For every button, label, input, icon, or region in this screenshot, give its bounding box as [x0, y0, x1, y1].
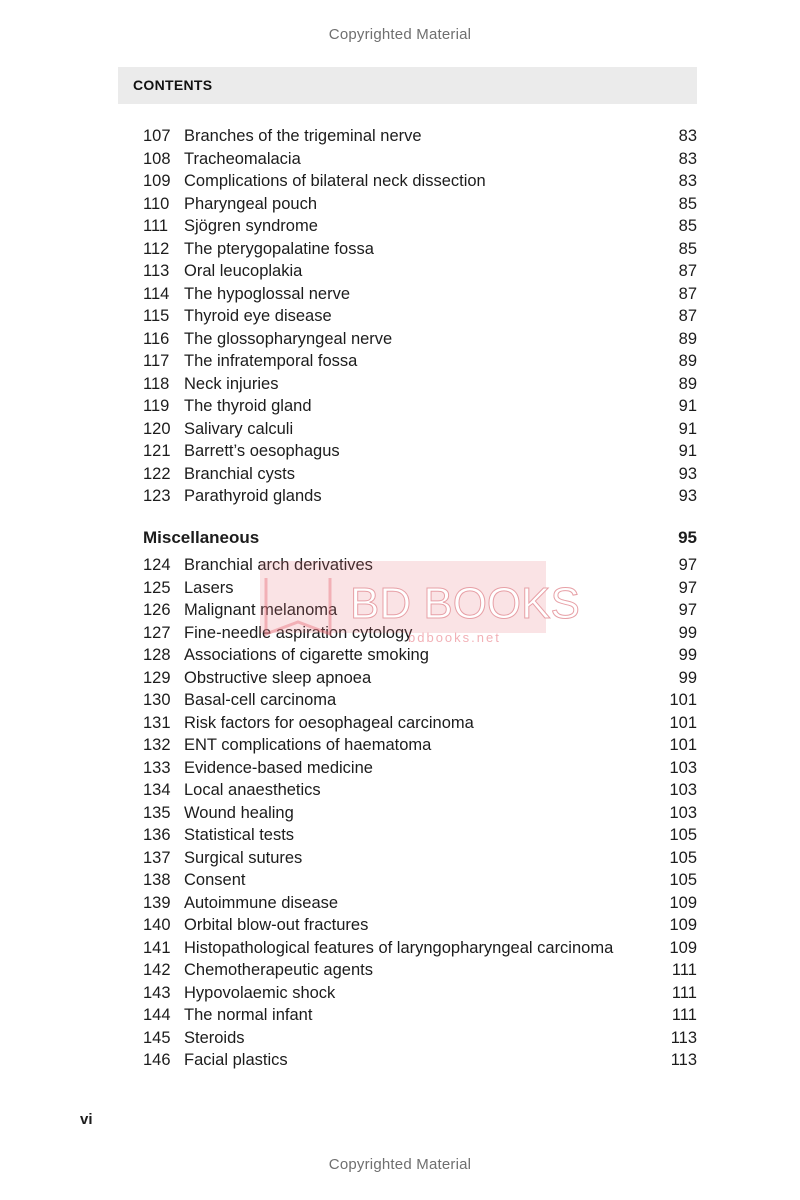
entry-title: Pharyngeal pouch — [184, 194, 318, 213]
entry-number: 116 — [143, 329, 170, 348]
entry-title: Salivary calculi — [184, 419, 294, 438]
entry-number: 139 — [143, 893, 171, 912]
entry-number: 108 — [143, 149, 171, 168]
section-heading-miscellaneous — [143, 526, 697, 550]
entry-title: Obstructive sleep apnoea — [184, 668, 372, 687]
contents-entry — [143, 914, 697, 937]
contents-entry — [143, 193, 697, 216]
contents-entry — [143, 215, 697, 238]
entry-page: 109 — [669, 938, 697, 957]
entry-page: 85 — [678, 217, 697, 235]
section-heading-title: Miscellaneous — [143, 528, 260, 547]
entry-number: 119 — [143, 397, 170, 415]
entry-number: 118 — [143, 374, 170, 393]
watermark-logo-text: BD BOOKS — [350, 579, 580, 628]
entry-page: 103 — [669, 803, 697, 822]
entry-page: 83 — [678, 172, 697, 190]
entry-number: 124 — [143, 556, 171, 574]
entry-number: 112 — [143, 239, 170, 258]
entry-number: 114 — [143, 284, 170, 303]
contents-header-label: CONTENTS — [133, 77, 213, 93]
entry-page: 85 — [678, 239, 697, 258]
entry-page: 113 — [670, 1051, 697, 1069]
entry-title: Barrett’s oesophagus — [184, 442, 340, 460]
entry-page: 83 — [678, 149, 697, 168]
contents-entry — [143, 712, 697, 735]
contents-entry — [143, 305, 697, 328]
entry-title: The infratemporal fossa — [184, 352, 358, 370]
entry-page: 111 — [671, 983, 697, 1002]
entry-title: Local anaesthetics — [184, 781, 321, 799]
entry-title: Lasers — [184, 578, 234, 597]
entry-number: 132 — [143, 736, 171, 754]
entry-title: Fine-needle aspiration cytology — [184, 623, 413, 642]
entry-title: Basal-cell carcinoma — [184, 691, 337, 709]
entry-title: The hypoglossal nerve — [184, 284, 351, 303]
contents-entry — [143, 1004, 697, 1027]
entry-title: Steroids — [184, 1028, 245, 1047]
entry-page: 105 — [669, 826, 697, 844]
entry-number: 135 — [143, 803, 171, 822]
entry-page: 89 — [678, 374, 697, 393]
entry-title: Associations of cigarette smoking — [184, 646, 429, 664]
entry-number: 123 — [143, 487, 171, 505]
entry-title: Wound healing — [184, 803, 294, 822]
contents-entry — [143, 373, 697, 396]
entry-number: 134 — [143, 781, 171, 799]
entry-title: Thyroid eye disease — [184, 307, 332, 325]
entry-number: 109 — [143, 172, 171, 190]
entry-number: 138 — [143, 871, 171, 889]
entry-page: 111 — [671, 1006, 697, 1024]
entry-number: 130 — [143, 691, 171, 709]
entry-title: Branchial cysts — [184, 464, 295, 483]
contents-entry — [143, 463, 697, 486]
contents-entry — [143, 937, 697, 960]
entry-page: 99 — [678, 623, 697, 642]
contents-entry — [143, 847, 697, 870]
contents-entry — [143, 148, 697, 171]
entry-number: 127 — [143, 623, 171, 642]
contents-entry — [143, 779, 697, 802]
section-heading-page: 95 — [678, 528, 697, 547]
entry-number: 137 — [143, 848, 171, 867]
contents-entry — [143, 644, 697, 667]
entry-page: 83 — [678, 127, 697, 145]
contents-entry — [143, 869, 697, 892]
entry-page: 99 — [678, 668, 697, 687]
entry-title: The glossopharyngeal nerve — [184, 329, 393, 348]
entry-page: 97 — [678, 578, 697, 597]
entry-page: 103 — [669, 758, 697, 777]
contents-entry — [143, 689, 697, 712]
contents-entry — [143, 170, 697, 193]
entry-number: 143 — [143, 983, 171, 1002]
entry-number: 145 — [143, 1028, 171, 1047]
entry-page: 93 — [678, 464, 697, 483]
entry-number: 140 — [143, 916, 171, 934]
contents-entry — [143, 982, 697, 1005]
entry-title: Surgical sutures — [184, 848, 303, 867]
contents-entry — [143, 892, 697, 915]
entry-page: 91 — [678, 419, 697, 438]
entry-number: 122 — [143, 464, 171, 483]
contents-entry — [143, 418, 697, 441]
contents-entry — [143, 802, 697, 825]
contents-entry — [143, 757, 697, 780]
entry-title: Consent — [184, 871, 246, 889]
copyright-footer: Copyrighted Material — [328, 1156, 472, 1173]
contents-list-top — [143, 125, 697, 508]
contents-entry — [143, 350, 697, 373]
entry-page: 85 — [678, 194, 697, 213]
entry-page: 113 — [670, 1028, 697, 1047]
entry-number: 146 — [143, 1051, 171, 1069]
contents-entry — [143, 1027, 697, 1050]
contents-entry — [143, 824, 697, 847]
entry-number: 115 — [143, 307, 170, 325]
page-folio: vi — [80, 1111, 93, 1128]
entry-number: 142 — [143, 961, 171, 979]
contents-entry — [143, 734, 697, 757]
entry-number: 110 — [143, 194, 170, 213]
entry-page: 91 — [678, 397, 697, 415]
bd-books-watermark — [258, 558, 580, 645]
entry-number: 120 — [143, 419, 171, 438]
entry-number: 144 — [143, 1006, 171, 1024]
entry-number: 121 — [143, 442, 171, 460]
entry-page: 87 — [678, 262, 697, 280]
entry-page: 103 — [669, 781, 697, 799]
entry-title: Facial plastics — [184, 1051, 288, 1069]
entry-number: 133 — [143, 758, 171, 777]
entry-number: 126 — [143, 601, 171, 619]
entry-number: 117 — [143, 352, 170, 370]
entry-page: 101 — [669, 736, 697, 754]
entry-number: 131 — [143, 713, 171, 732]
entry-title: Neck injuries — [184, 374, 279, 393]
entry-page: 97 — [678, 556, 697, 574]
entry-page: 109 — [669, 893, 697, 912]
entry-page: 93 — [678, 487, 697, 505]
entry-page: 87 — [678, 284, 697, 303]
entry-title: The pterygopalatine fossa — [184, 239, 374, 258]
entry-title: Risk factors for oesophageal carcinoma — [184, 713, 474, 732]
entry-number: 125 — [143, 578, 171, 597]
entry-page: 109 — [669, 916, 697, 934]
entry-number: 128 — [143, 646, 171, 664]
contents-entry — [143, 1049, 697, 1072]
contents-entry — [143, 959, 697, 982]
entry-title: Orbital blow-out fractures — [184, 916, 369, 934]
entry-page: 97 — [678, 601, 697, 619]
entry-title: Histopathological features of laryngopharyngeal carcinoma — [184, 938, 614, 957]
entry-number: 107 — [143, 127, 171, 145]
entry-page: 87 — [678, 307, 697, 325]
contents-entry — [143, 395, 697, 418]
contents-entry — [143, 283, 697, 306]
copyright-header: Copyrighted Material — [328, 26, 472, 43]
entry-page: 101 — [669, 713, 697, 732]
entry-title: Statistical tests — [184, 826, 295, 844]
watermark-url: bdbooks.net — [408, 630, 501, 645]
entry-title: Parathyroid glands — [184, 487, 322, 505]
entry-title: Oral leucoplakia — [184, 262, 303, 280]
contents-header-bar — [118, 67, 697, 104]
entry-page: 89 — [678, 352, 697, 370]
entry-title: Sjögren syndrome — [184, 217, 318, 235]
entry-page: 101 — [669, 691, 697, 709]
entry-title: ENT complications of haematoma — [184, 736, 432, 754]
entry-page: 99 — [678, 646, 697, 664]
entry-title: The normal infant — [184, 1006, 313, 1024]
contents-entry — [143, 125, 697, 148]
entry-title: Evidence-based medicine — [184, 758, 373, 777]
entry-page: 89 — [678, 329, 697, 348]
entry-title: Complications of bilateral neck dissection — [184, 172, 486, 190]
entry-page: 105 — [669, 871, 697, 889]
entry-title: Branches of the trigeminal nerve — [184, 127, 422, 145]
entry-number: 129 — [143, 668, 171, 687]
entry-title: The thyroid gland — [184, 397, 312, 415]
entry-number: 111 — [143, 217, 169, 235]
entry-page: 91 — [678, 442, 697, 460]
entry-page: 111 — [671, 961, 697, 979]
entry-title: Chemotherapeutic agents — [184, 961, 373, 979]
contents-entry — [143, 260, 697, 283]
entry-page: 105 — [669, 848, 697, 867]
entry-title: Branchial arch derivatives — [184, 556, 373, 574]
entry-title: Malignant melanoma — [184, 601, 338, 619]
entry-number: 113 — [143, 262, 170, 280]
contents-entry — [143, 667, 697, 690]
entry-title: Autoimmune disease — [184, 893, 339, 912]
contents-entry — [143, 238, 697, 261]
contents-entry — [143, 485, 697, 508]
contents-entry — [143, 440, 697, 463]
entry-number: 141 — [143, 938, 171, 957]
entry-number: 136 — [143, 826, 171, 844]
entry-title: Hypovolaemic shock — [184, 983, 336, 1002]
entry-title: Tracheomalacia — [184, 149, 301, 168]
contents-entry — [143, 328, 697, 351]
